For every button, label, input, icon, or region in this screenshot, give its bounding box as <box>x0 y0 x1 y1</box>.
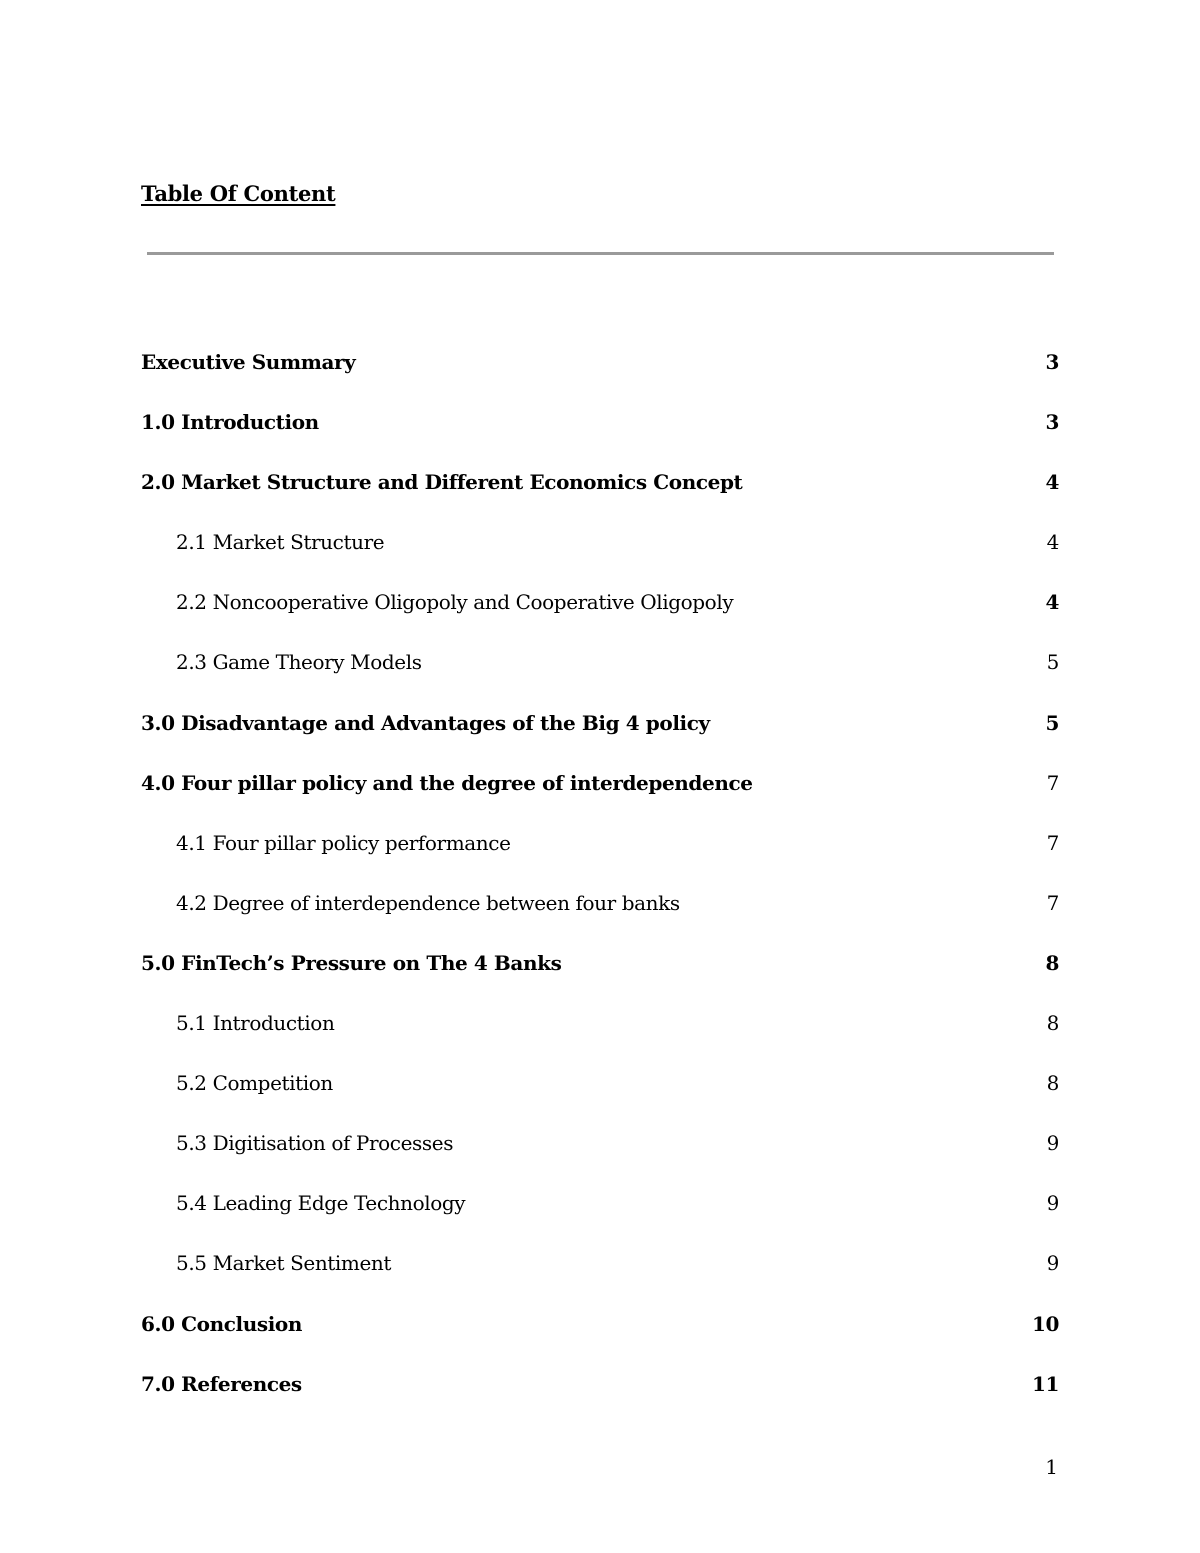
toc-entry[interactable] <box>141 943 1061 1003</box>
toc-entry[interactable] <box>141 462 1061 522</box>
toc-entry-page: 7 <box>1046 890 1059 915</box>
toc-entry[interactable] <box>141 1364 1061 1424</box>
toc-entry[interactable] <box>141 642 1061 702</box>
toc-entry-label: 5.0 FinTech’s Pressure on The 4 Banks <box>141 950 562 975</box>
title-divider <box>147 252 1054 255</box>
toc-entry-page: 7 <box>1046 770 1059 795</box>
toc-entry-page: 4 <box>1045 590 1059 615</box>
toc-entry-label: 6.0 Conclusion <box>141 1311 303 1336</box>
toc-entry-page: 8 <box>1046 1011 1059 1036</box>
toc-entry[interactable] <box>141 883 1061 943</box>
toc-entry-page: 8 <box>1045 950 1059 975</box>
toc-entry-page: 7 <box>1046 830 1059 855</box>
toc-entry-label: 5.2 Competition <box>176 1071 333 1096</box>
page-number: 1 <box>1045 1455 1058 1479</box>
toc-entry[interactable] <box>141 763 1061 823</box>
toc-entry-label: 2.3 Game Theory Models <box>176 650 422 675</box>
toc-entry-page: 10 <box>1031 1311 1059 1336</box>
toc-entry-page: 3 <box>1045 350 1059 374</box>
toc-entry-page: 5 <box>1045 710 1059 735</box>
toc-entry[interactable] <box>141 1063 1061 1123</box>
toc-entry-label: 4.2 Degree of interdependence between four banks <box>176 890 680 915</box>
toc-entry[interactable] <box>141 1304 1061 1364</box>
toc-entry[interactable] <box>141 1003 1061 1063</box>
toc-entry-page: 4 <box>1045 470 1059 495</box>
toc-entry[interactable] <box>141 522 1061 582</box>
toc-entry-label: 4.0 Four pillar policy and the degree of interdependence <box>141 770 753 795</box>
toc-entry-label: 2.0 Market Structure and Different Economics Concept <box>141 470 743 495</box>
toc-entry[interactable] <box>141 703 1061 763</box>
toc-entry-label: 5.1 Introduction <box>176 1011 335 1036</box>
page-title: Table Of Content <box>141 181 336 206</box>
toc-entry[interactable] <box>141 402 1061 462</box>
toc-entry-page: 9 <box>1046 1191 1059 1216</box>
toc-entry[interactable] <box>141 823 1061 883</box>
toc-entry-label: 4.1 Four pillar policy performance <box>176 830 511 855</box>
toc-entry[interactable] <box>141 1123 1061 1183</box>
toc-entry[interactable] <box>141 1183 1061 1243</box>
toc-entry-label: 1.0 Introduction <box>141 410 319 435</box>
toc-entry-label: 5.4 Leading Edge Technology <box>176 1191 466 1216</box>
toc-entry-page: 4 <box>1046 530 1059 555</box>
toc-entry-label: 3.0 Disadvantage and Advantages of the Big 4 policy <box>141 710 710 735</box>
toc-entry-label: 5.5 Market Sentiment <box>176 1251 392 1276</box>
toc-entry-page: 9 <box>1046 1251 1059 1276</box>
toc-entry[interactable] <box>141 342 1061 402</box>
toc-entry[interactable] <box>141 1243 1061 1303</box>
toc-entry-label: Executive Summary <box>141 350 356 374</box>
toc-entry-page: 11 <box>1031 1371 1059 1396</box>
toc-entry-label: 2.1 Market Structure <box>176 530 385 555</box>
toc-entry-page: 8 <box>1046 1071 1059 1096</box>
toc-entry[interactable] <box>141 582 1061 642</box>
toc-entry-label: 7.0 References <box>141 1371 302 1396</box>
toc-entry-label: 5.3 Digitisation of Processes <box>176 1131 454 1156</box>
toc-entry-label: 2.2 Noncooperative Oligopoly and Cooperative Oligopoly <box>176 590 734 615</box>
toc-entry-page: 5 <box>1046 650 1059 675</box>
table-of-contents <box>141 342 1061 1424</box>
toc-entry-page: 3 <box>1045 410 1059 435</box>
toc-entry-page: 9 <box>1046 1131 1059 1156</box>
